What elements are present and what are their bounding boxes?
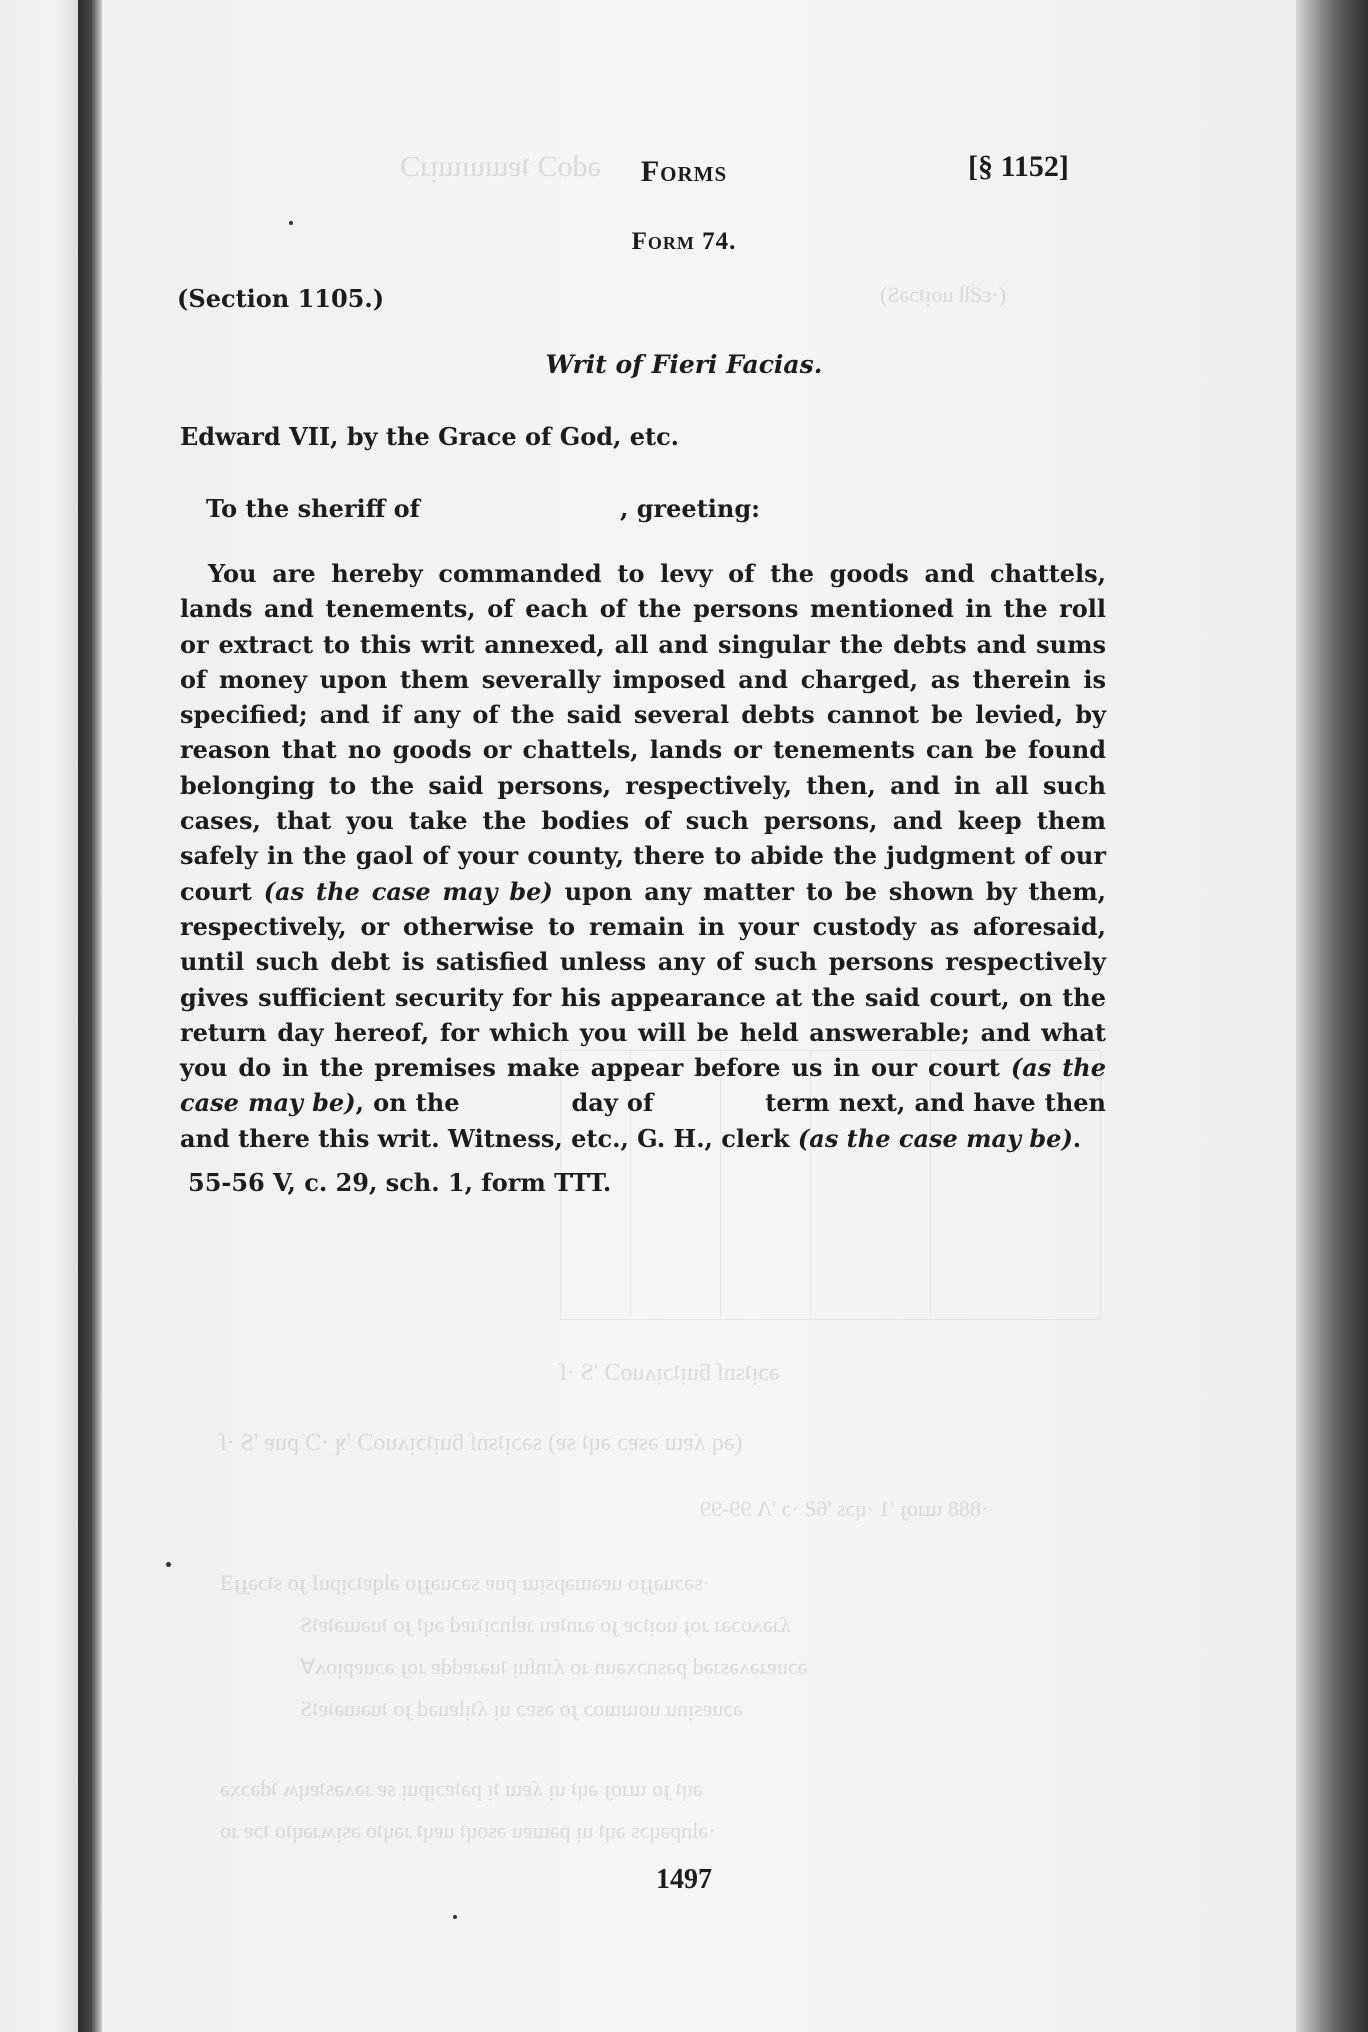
show-through-texture: ǝɔᴉʇsnſ ƃuᴉʇɔᴉʌuoƆ 'S ·ſ [560, 1360, 780, 1386]
body-text-part1: You are hereby commanded to levy of the goods and chattels, lands and tenements, of each of the persons mentioned in the roll or extract to this writ annexed, all and singular the debts and sums of money upon them severally imposed and charged, as therein is specified; and if any of the said several debts cannot be levied, by reason that no goods or chattels, lands or tenements can be found belonging to the said persons, respectively, then, and in all such cases, that you take the bodies of such persons, and keep them safely in the gaol of your county, there to abide the judgment of our court [180, 559, 1106, 906]
body-italic-3: (as the case may be) [797, 1123, 1073, 1153]
body-italic-2: (as the case may be) [180, 1053, 1107, 1118]
ink-speck [166, 1562, 171, 1567]
facing-page-edge [0, 0, 78, 2032]
section-reference: (Section 1105.) [177, 284, 385, 313]
body-paragraph [180, 556, 1106, 1156]
show-through-texture: ǝɥʇ ɟo ɯɹoɟ ǝɥʇ uᴉ ʎɐɯ ʇᴉ pǝʇɐɔᴉpuᴉ sɐ ɹǝʌǝsʇɐɥʍ ʇdǝɔxǝ [220, 1776, 703, 1801]
show-through-texture: ǝɔuɐsᴉnu uoɯɯoɔ ɟo ǝsɐɔ uᴉ ʎʇᴉlɐuǝd ɟo ʇuǝɯǝʇɐʇS [300, 1696, 743, 1721]
running-header-section-number: [§ 1152] [968, 150, 1069, 183]
show-through-texture: ǝɔuɐɹǝʌǝsɹǝd pǝsnɔxǝun ɹo ʎɹnſuᴉ ʇuǝɹɐddɐ ɹoɟ ǝɔuɐpᴉoʌ∀ [300, 1654, 808, 1679]
show-through-texture: ·ǝlnpǝɥɔs ǝɥʇ uᴉ pǝɯɐu ǝsoɥʇ uɐɥʇ ɹǝɥʇo ǝsᴉʍɹǝɥʇo ʇɔɐ ɹo [220, 1818, 716, 1843]
writ-body [180, 556, 1106, 1156]
show-through-texture: ·sǝɔuǝɟɟo uɐǝɯǝpsᴉɯ puɐ sǝɔuǝɟɟo ǝlqɐʇɔᴉpuI ɟo sʇɔǝɟɟƎ [220, 1570, 710, 1595]
form-number: Form 74. [631, 228, 737, 255]
writ-title: Writ of Fieri Facias. [545, 350, 823, 379]
page-number: 1497 [656, 1864, 712, 1895]
statute-citation: 55-56 V, c. 29, sch. 1, form TTT. [188, 1168, 612, 1197]
body-italic-1: (as the case may be) [263, 876, 553, 906]
address-line [206, 494, 1134, 523]
ink-speck [453, 1915, 457, 1919]
body-term: term [765, 1088, 830, 1118]
ink-speck [289, 221, 293, 225]
page-stack-edge [1296, 0, 1368, 2032]
body-text-part2: upon any matter to be shown by them, respectively, or otherwise to remain in your custody as aforesaid, until such debt is satisfied unless any of such persons respectively gives sufficient security for his appearance at the said court, on the return day hereof, for which you will be held answerable; and what you do in the premises make appear before us in our court [180, 876, 1107, 1083]
address-suffix: , greeting: [620, 494, 760, 523]
show-through-texture: (ǝq ʎɐɯ ǝsɐɔ ǝɥʇ sɐ) sǝɔᴉʇsnſ ƃuᴉʇɔᴉʌuoƆ 'ʞ ·Ɔ puɐ 'S ·ſ [220, 1430, 743, 1456]
salutation-line: Edward VII, by the Grace of God, etc. [180, 422, 680, 451]
book-gutter [78, 0, 102, 2032]
body-text-part4: next, and have then and there this writ. Witness, etc., G. H., clerk [180, 1088, 1107, 1153]
address-prefix: To the sheriff of [206, 494, 421, 523]
body-end: . [1072, 1123, 1082, 1153]
show-through-texture: ǝdoƆ ʇɐɯuɪɯᴉɹƆ [400, 150, 601, 183]
show-through-texture: (·ɛƧƖƖ uoᴉʇɔǝS) [880, 282, 1007, 307]
show-through-texture: ·888 ɯɹoɟ '1 ·ɥɔs '6Ƨ ·ɔ 'Λ 99-99 [700, 1496, 989, 1521]
running-header-title: Forms [640, 155, 728, 188]
body-text-part3: , on the [355, 1088, 460, 1118]
body-day-of: day of [571, 1088, 654, 1118]
show-through-texture: ʎɹǝʌoɔǝɹ ɹoɟ uoᴉʇɔɐ ɟo ǝɹnʇɐu ɹɐlnɔᴉʇɹɐd ǝɥʇ ɟo ʇuǝɯǝʇɐʇS [300, 1612, 792, 1637]
